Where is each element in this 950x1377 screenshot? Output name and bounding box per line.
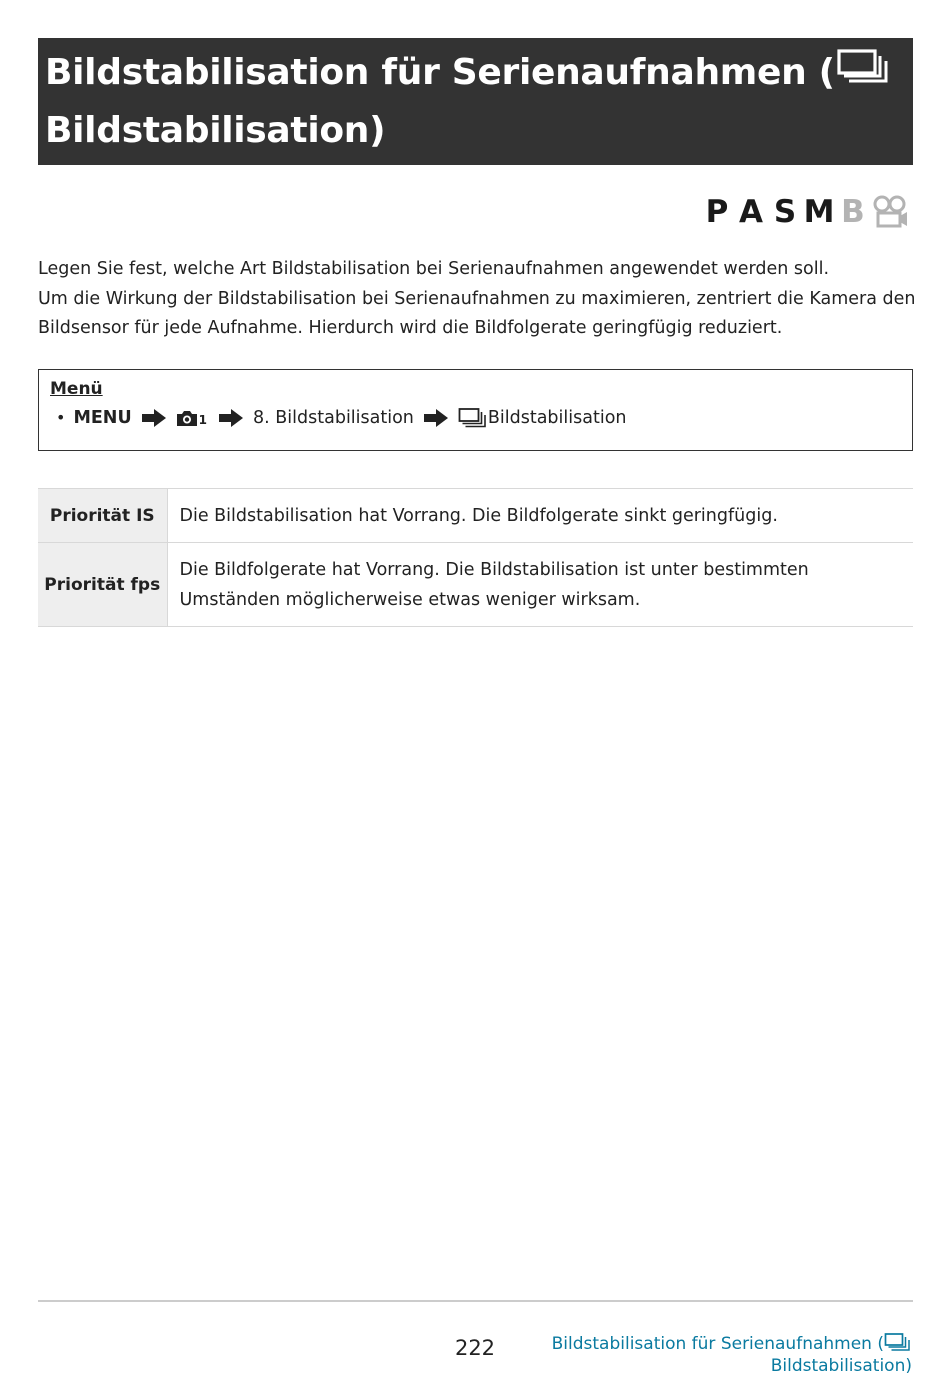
menu-step-stabilization: 8. Bildstabilisation: [253, 408, 414, 428]
page-title-line-1: [45, 44, 905, 102]
shooting-mode-indicator: [700, 192, 910, 232]
mode-m: M: [803, 194, 835, 230]
mode-a: A: [739, 194, 763, 230]
footer-divider: [38, 1300, 913, 1302]
footer-link-line-2: Bildstabilisation): [770, 1356, 912, 1376]
footer-section-link[interactable]: [552, 1332, 912, 1377]
intro-paragraph-1: Legen Sie fest, welche Art Bildstabilisation bei Serienaufnahmen angewendet werden soll.: [38, 259, 830, 279]
options-table: [38, 488, 913, 627]
camera-tab-number: 1: [198, 413, 208, 427]
option-key: Priorität IS: [38, 489, 167, 543]
menu-path: [50, 403, 901, 433]
menu-step-target: Bildstabilisation: [487, 408, 627, 428]
page-title-line-2: Bildstabilisation): [45, 110, 386, 151]
option-description: Die Bildfolgerate hat Vorrang. Die Bildstabilisation ist unter bestimmten Umständen möglicherweise etwas weniger wirksam.: [167, 543, 913, 627]
right-arrow-icon: [218, 408, 244, 428]
sequential-shooting-icon: [884, 1332, 912, 1352]
right-arrow-icon: [423, 408, 449, 428]
intro-text: [38, 255, 918, 344]
mode-s: S: [773, 194, 797, 230]
page-title-text-1: Bildstabilisation für Serienaufnahmen (: [45, 52, 835, 93]
page-number: 222: [454, 1336, 496, 1360]
right-arrow-icon: [141, 408, 167, 428]
menu-path-box: [38, 369, 913, 451]
menu-label: MENU: [73, 408, 132, 428]
movie-camera-icon: [872, 195, 910, 229]
mode-b: B: [841, 194, 865, 230]
option-key: Priorität fps: [38, 543, 167, 627]
footer-link-line-1: [552, 1332, 912, 1355]
camera-icon: [176, 409, 207, 427]
sequential-shooting-icon: [835, 48, 893, 88]
bullet: •: [56, 408, 66, 427]
page-title-bar: [38, 38, 913, 165]
table-row: [38, 543, 913, 627]
sequential-shooting-icon: [458, 407, 488, 429]
mode-p: P: [705, 194, 729, 230]
intro-paragraph-2: Um die Wirkung der Bildstabilisation bei Serienaufnahmen zu maximieren, zentriert die Kamera den Bildsensor für jede Aufnahme. Hierdurch wird die Bildfolgerate geringfügig reduziert.: [38, 288, 916, 338]
option-description: Die Bildstabilisation hat Vorrang. Die Bildfolgerate sinkt geringfügig.: [167, 489, 913, 543]
menu-heading: Menü: [50, 379, 103, 399]
footer-link-text-1: Bildstabilisation für Serienaufnahmen (: [551, 1334, 884, 1354]
table-row: [38, 489, 913, 543]
